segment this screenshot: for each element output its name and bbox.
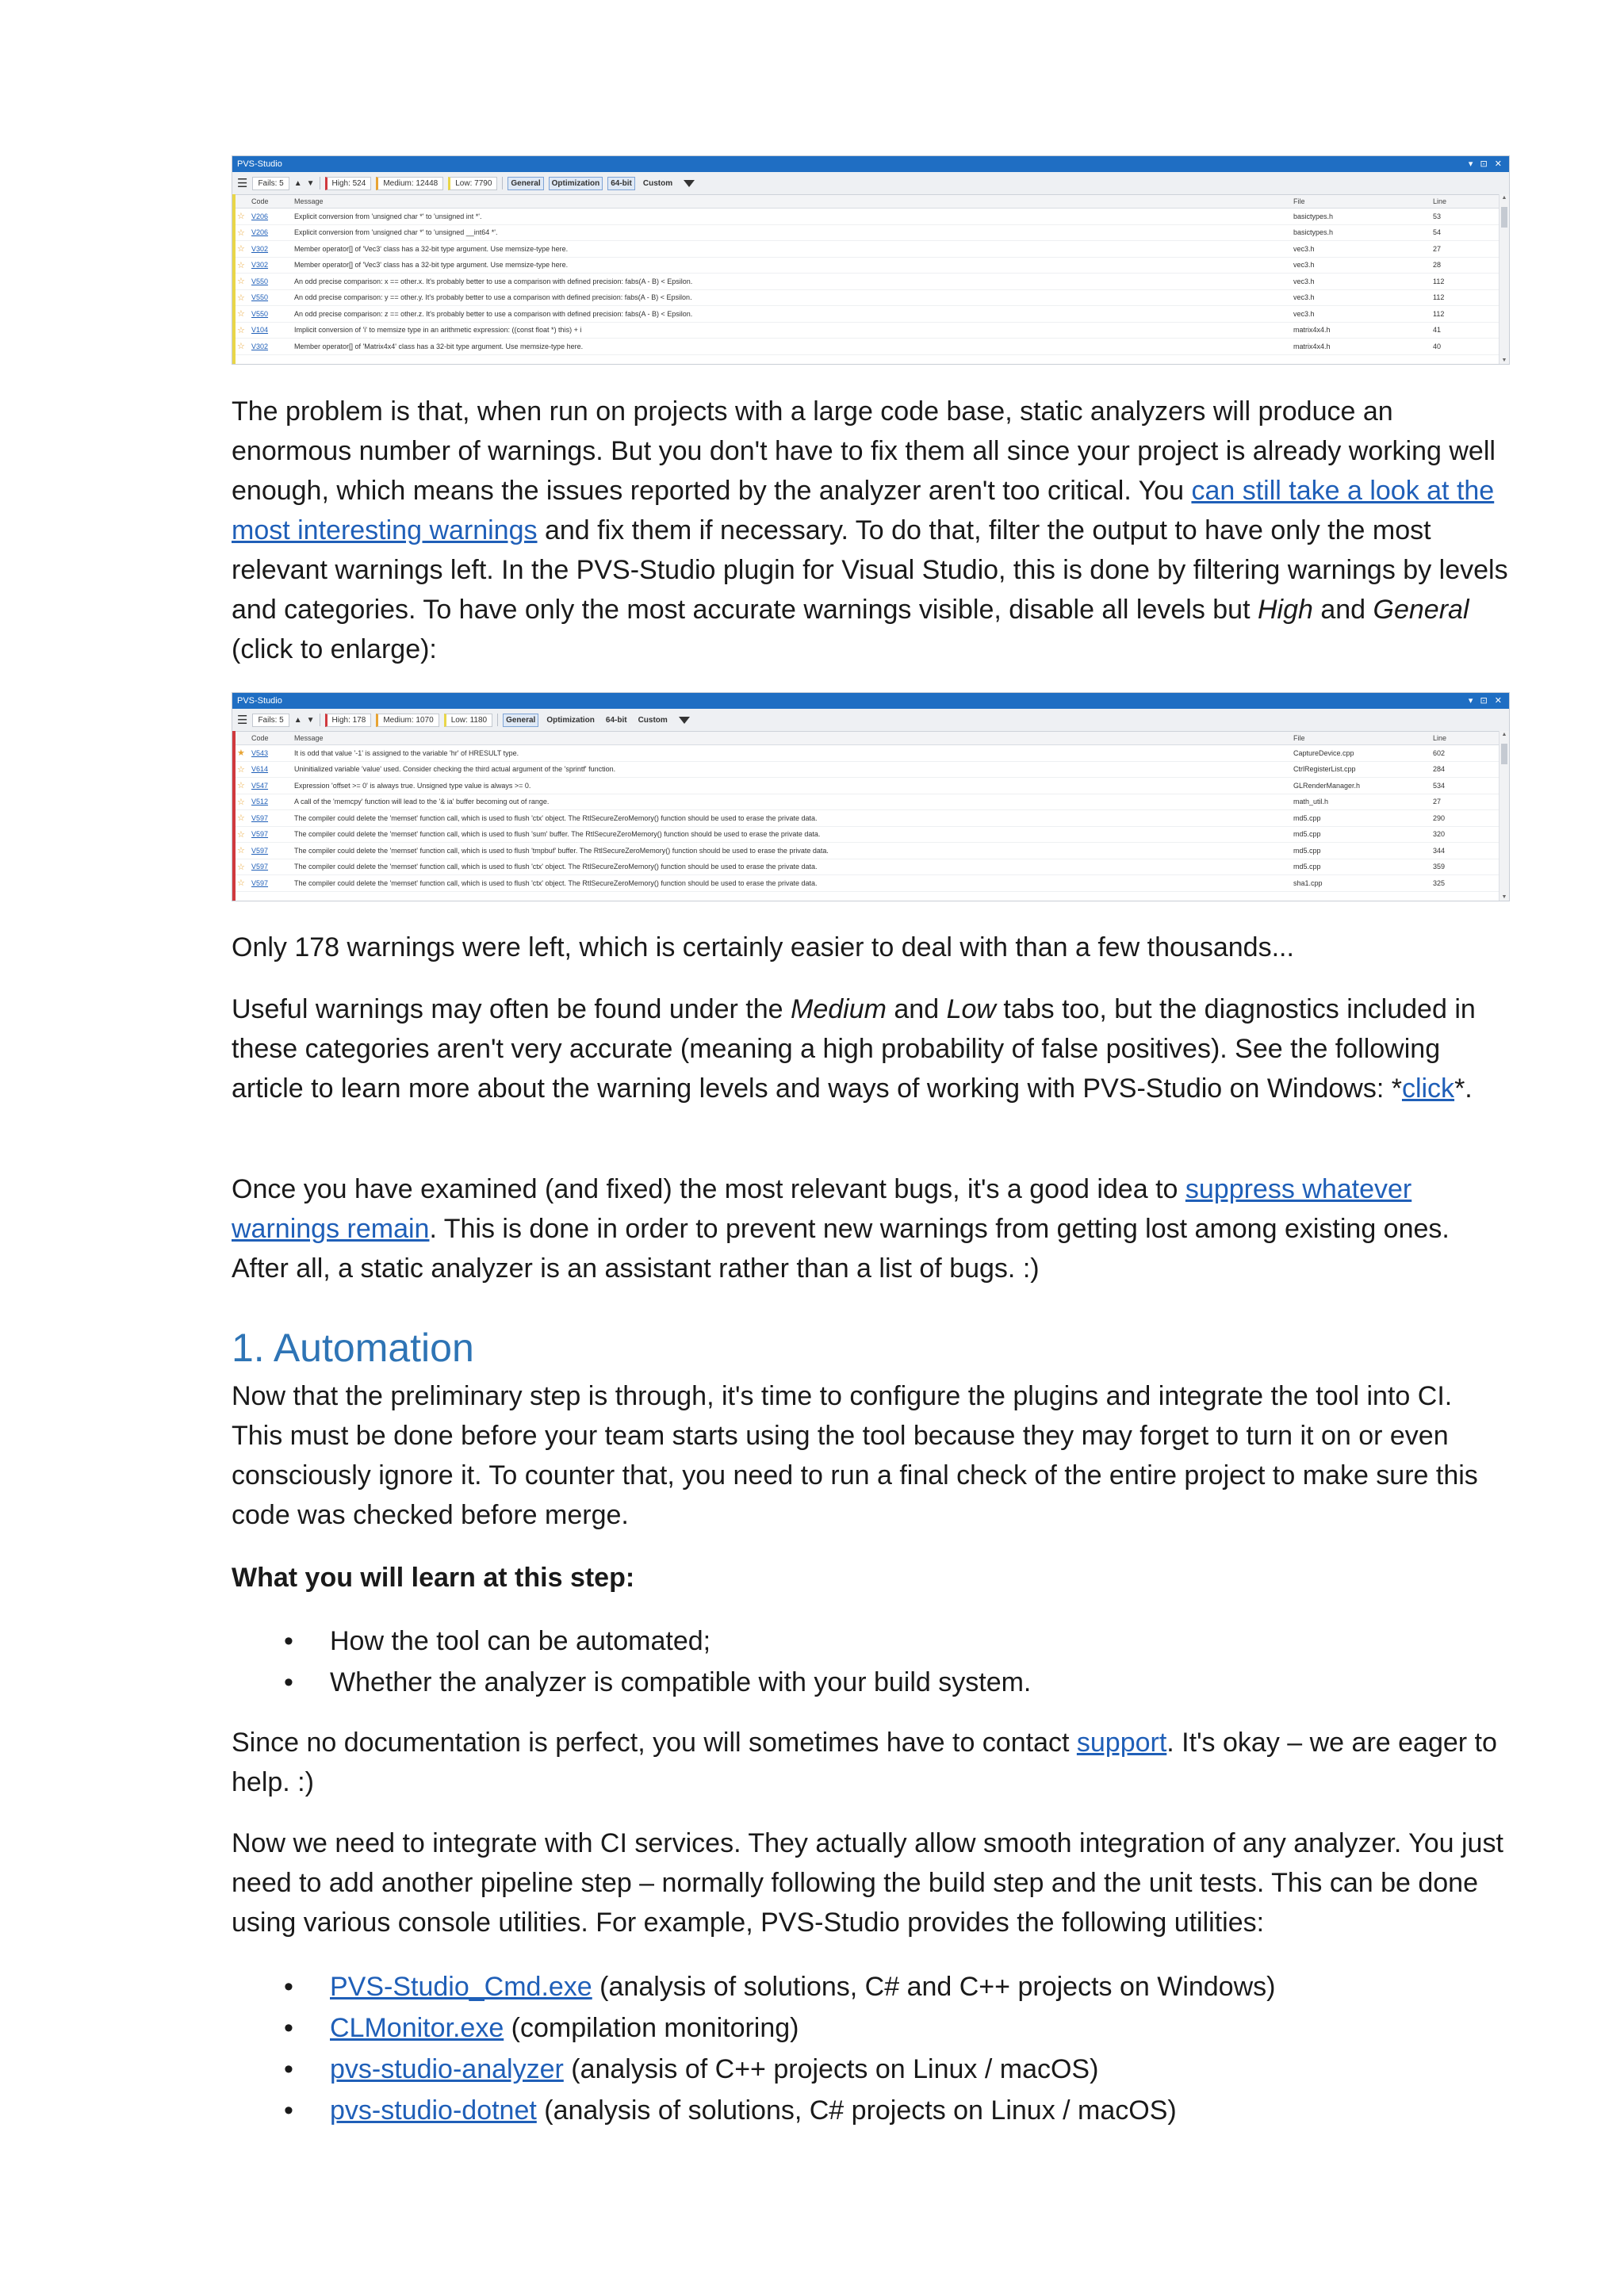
table-row[interactable] [232, 778, 1509, 794]
clmonitor-link[interactable]: CLMonitor.exe [330, 2013, 504, 2043]
warning-file: vec3.h [1290, 241, 1430, 258]
warning-code-link[interactable]: V104 [251, 326, 269, 335]
warning-message: Expression 'offset >= 0' is always true. Unsigned type value is always >= 0. [291, 778, 1290, 794]
table-row[interactable] [232, 859, 1509, 875]
scrollbar-thumb[interactable] [1501, 744, 1507, 764]
automation-paragraph: Now that the preliminary step is through, it's time to configure the plugins and integrate the tool into CI. This must be done before your team starts using the tool because they may forget to turn it on or even consciously ignore it. To counter that, you need to run a final check of the entire project to make sure this code was checked before merge. [232, 1381, 1478, 1530]
table-row[interactable] [232, 289, 1509, 306]
arrow-up-icon[interactable]: ▲ [293, 715, 302, 725]
scroll-down-icon[interactable]: ▼ [1501, 894, 1507, 900]
warning-line: 41 [1430, 322, 1509, 339]
low-level-filter[interactable]: Low: 7790 [448, 177, 497, 190]
warning-file: md5.cpp [1290, 843, 1430, 859]
pvs-studio-window-screenshot-1 [232, 155, 1510, 365]
pvs-studio-window-screenshot-2 [232, 692, 1510, 901]
pvs-studio-cmd-link[interactable]: PVS-Studio_Cmd.exe [330, 1972, 592, 2002]
list-item: • pvs-studio-dotnet (analysis of solutions, C# projects on Linux / macOS) [232, 2090, 1508, 2131]
warning-line: 344 [1430, 843, 1509, 859]
warning-line: 112 [1430, 289, 1509, 306]
table-row[interactable] [232, 794, 1509, 810]
toolbar-separator [502, 177, 503, 189]
support-link[interactable]: support [1076, 1728, 1167, 1758]
table-row[interactable] [232, 274, 1509, 290]
warning-line: 53 [1430, 209, 1509, 225]
list-item: • Whether the analyzer is compatible with your build system. [232, 1662, 1508, 1703]
section-heading: 1. Automation [232, 1326, 474, 1370]
warning-file: basictypes.h [1290, 209, 1430, 225]
warning-file: md5.cpp [1290, 826, 1430, 843]
warning-line: 112 [1430, 274, 1509, 290]
window-title: PVS-Studio [237, 696, 282, 706]
arrow-up-icon[interactable]: ▲ [293, 178, 302, 188]
column-header-file[interactable]: File [1290, 195, 1430, 209]
warning-message: An odd precise comparison: x == other.x. It's probably better to use a comparison with defined precision: fabs(A - B) < Epsilon. [291, 274, 1290, 290]
table-row[interactable] [232, 209, 1509, 225]
star-icon[interactable]: ☆ [232, 209, 248, 225]
star-icon[interactable]: ☆ [232, 875, 248, 892]
warning-message: The compiler could delete the 'memset' function call, which is used to flush 'ctx' object. The RtlSecureZeroMemory() function should be used to erase the private data. [291, 810, 1290, 827]
pvs-studio-analyzer-link[interactable]: pvs-studio-analyzer [330, 2054, 564, 2084]
list-item: • PVS-Studio_Cmd.exe (analysis of solutions, C# and C++ projects on Windows) [232, 1966, 1508, 2007]
warning-file: sha1.cpp [1290, 875, 1430, 892]
utilities-list [232, 1966, 1508, 2131]
medium-level-filter[interactable]: Medium: 1070 [376, 714, 439, 727]
output-toolbar [232, 709, 1509, 732]
warning-file: math_util.h [1290, 794, 1430, 810]
learn-list [232, 1621, 1508, 1703]
warning-line: 28 [1430, 257, 1509, 274]
warning-code-link[interactable]: V302 [251, 244, 269, 253]
warning-code-link[interactable]: V597 [251, 813, 269, 822]
warning-file: GLRenderManager.h [1290, 778, 1430, 794]
warning-code-link[interactable]: V614 [251, 765, 269, 774]
scroll-up-icon[interactable]: ▲ [1501, 195, 1507, 201]
star-icon[interactable]: ☆ [232, 241, 248, 258]
column-header-code[interactable]: Code [248, 732, 291, 745]
filter-funnel-icon[interactable] [684, 180, 695, 187]
toolbar-separator [497, 714, 498, 726]
table-header-row [232, 195, 1509, 209]
table-row[interactable] [232, 322, 1509, 339]
warning-file: matrix4x4.h [1290, 339, 1430, 355]
warning-code-link[interactable]: V550 [251, 309, 269, 318]
list-item: • CLMonitor.exe (compilation monitoring) [232, 2007, 1508, 2049]
table-row[interactable] [232, 810, 1509, 827]
warning-code-link[interactable]: V597 [251, 846, 269, 855]
warning-message: It is odd that value '-1' is assigned to the variable 'hr' of HRESULT type. [291, 745, 1290, 762]
warning-line: 284 [1430, 761, 1509, 778]
category-general[interactable]: General [508, 177, 543, 190]
high-level-filter[interactable]: High: 524 [325, 177, 372, 190]
warning-line: 602 [1430, 745, 1509, 762]
warning-line: 40 [1430, 339, 1509, 355]
warning-line: 112 [1430, 306, 1509, 323]
star-icon[interactable]: ☆ [232, 224, 248, 241]
window-title-bar [232, 156, 1509, 172]
warning-line: 290 [1430, 810, 1509, 827]
warning-message: The compiler could delete the 'memset' function call, which is used to flush 'sum' buffer. The RtlSecureZeroMemory() function should be used to erase the private data. [291, 826, 1290, 843]
warning-message: An odd precise comparison: y == other.y. It's probably better to use a comparison with defined precision: fabs(A - B) < Epsilon. [291, 289, 1290, 306]
window-controls[interactable]: ▾ ⊡ ✕ [1468, 696, 1504, 706]
category-custom[interactable]: Custom [638, 715, 668, 725]
column-header-message[interactable]: Message [291, 195, 1290, 209]
warning-message: The compiler could delete the 'memset' function call, which is used to flush 'tmpbuf' buffer. The RtlSecureZeroMemory() function should be used to erase the private data. [291, 843, 1290, 859]
warning-code-link[interactable]: V550 [251, 293, 269, 302]
table-row[interactable] [232, 745, 1509, 762]
warnings-table [232, 195, 1509, 355]
warning-levels-paragraph: Useful warnings may often be found under the Medium and Low tabs too, but the diagnostics included in these categories aren't very accurate (meaning a high probability of false positives). See the following article to learn more about the warning levels and ways of working with PVS-Studio on Windows: *click*. [232, 994, 1476, 1104]
vertical-scrollbar[interactable] [1499, 731, 1509, 901]
list-item: • pvs-studio-analyzer (analysis of C++ projects on Linux / macOS) [232, 2049, 1508, 2090]
table-row[interactable] [232, 306, 1509, 323]
scroll-down-icon[interactable]: ▼ [1501, 358, 1507, 363]
category-optimization[interactable]: Optimization [546, 715, 595, 725]
table-row[interactable] [232, 826, 1509, 843]
warning-line: 27 [1430, 794, 1509, 810]
warning-code-link[interactable]: V302 [251, 261, 269, 270]
warning-message: Implicit conversion of 'i' to memsize type in an arithmetic expression: ((const float *) this) + i [291, 322, 1290, 339]
window-controls[interactable]: ▾ ⊡ ✕ [1468, 159, 1504, 169]
column-header-line[interactable]: Line [1430, 195, 1509, 209]
filter-funnel-icon[interactable] [679, 717, 690, 724]
warning-message: Member operator[] of 'Matrix4x4' class has a 32-bit type argument. Use memsize-type here. [291, 339, 1290, 355]
warning-message: Member operator[] of 'Vec3' class has a 32-bit type argument. Use memsize-type here. [291, 257, 1290, 274]
warning-message: Uninitialized variable 'value' used. Consider checking the third actual argument of the 'sprintf' function. [291, 761, 1290, 778]
category-general[interactable]: General [503, 714, 538, 727]
table-header-row [232, 732, 1509, 745]
star-icon[interactable]: ☆ [232, 306, 248, 323]
warning-message: Explicit conversion from 'unsigned char *' to 'unsigned __int64 *'. [291, 224, 1290, 241]
warning-message: A call of the 'memcpy' function will lead to the '& ia' buffer becoming out of range. [291, 794, 1290, 810]
ci-paragraph: Now we need to integrate with CI services. They actually allow smooth integration of any analyzer. You just need to add another pipeline step – normally following the build step and the unit tests. This can be done using various console utilities. For example, PVS-Studio provides the following utilities: [232, 1828, 1503, 1938]
warning-message: The compiler could delete the 'memset' function call, which is used to flush 'ctx' object. The RtlSecureZeroMemory() function should be used to erase the private data. [291, 859, 1290, 875]
star-icon[interactable]: ☆ [232, 778, 248, 794]
column-header-file[interactable]: File [1290, 732, 1430, 745]
click-link[interactable]: click [1401, 1073, 1455, 1104]
warning-code-link[interactable]: V547 [251, 781, 269, 790]
level-gutter [232, 731, 236, 901]
category-64bit[interactable]: 64-bit [607, 177, 635, 190]
column-header-line[interactable]: Line [1430, 732, 1509, 745]
window-title: PVS-Studio [237, 159, 282, 169]
warnings-table [232, 732, 1509, 892]
warning-code-link[interactable]: V597 [251, 830, 269, 839]
intro-paragraph: The problem is that, when run on projects with a large code base, static analyzers will produce an enormous number of warnings. But you don't have to fix them all since your project is already working well enough, which means the issues reported by the analyzer aren't too critical. You can still take a look at the most interesting warnings and fix them if necessary. To do that, filter the output to have only the most relevant warnings left. In the PVS-Studio plugin for Visual Studio, this is done by filtering warnings by levels and categories. To have only the most accurate warnings visible, disable all levels but High and General (click to enlarge): [232, 396, 1508, 664]
warning-file: CtrlRegisterList.cpp [1290, 761, 1430, 778]
star-icon[interactable]: ☆ [232, 339, 248, 355]
warning-code-link[interactable]: V512 [251, 798, 269, 806]
warning-file: md5.cpp [1290, 859, 1430, 875]
table-row[interactable] [232, 224, 1509, 241]
star-icon[interactable]: ☆ [232, 843, 248, 859]
category-64bit[interactable]: 64-bit [605, 715, 627, 725]
fails-filter[interactable]: Fails: 5 [252, 177, 289, 190]
star-icon[interactable]: ☆ [232, 794, 248, 810]
list-item: • How the tool can be automated; [232, 1621, 1508, 1662]
warning-line: 27 [1430, 241, 1509, 258]
warning-code-link[interactable]: V597 [251, 863, 269, 871]
star-icon[interactable]: ☆ [232, 810, 248, 827]
warning-message: Member operator[] of 'Vec3' class has a 32-bit type argument. Use memsize-type here. [291, 241, 1290, 258]
star-icon[interactable]: ☆ [232, 761, 248, 778]
table-row[interactable] [232, 257, 1509, 274]
warning-line: 534 [1430, 778, 1509, 794]
table-row[interactable] [232, 339, 1509, 355]
output-toolbar [232, 172, 1509, 195]
star-icon[interactable]: ★ [232, 745, 248, 762]
warning-file: md5.cpp [1290, 810, 1430, 827]
warning-file: basictypes.h [1290, 224, 1430, 241]
warning-code-link[interactable]: V550 [251, 277, 269, 285]
category-custom[interactable]: Custom [642, 178, 673, 188]
window-title-bar [232, 693, 1509, 709]
remaining-warnings-paragraph: Only 178 warnings were left, which is certainly easier to deal with than a few thousands... [232, 932, 1294, 962]
scrollbar-thumb[interactable] [1501, 207, 1507, 228]
table-row[interactable] [232, 761, 1509, 778]
star-icon[interactable]: ☆ [232, 322, 248, 339]
menu-icon[interactable]: ☰ [237, 713, 248, 727]
vertical-scrollbar[interactable] [1499, 194, 1509, 364]
warning-line: 320 [1430, 826, 1509, 843]
table-row[interactable] [232, 875, 1509, 892]
arrow-down-icon[interactable]: ▼ [306, 178, 315, 188]
warning-code-link[interactable]: V206 [251, 212, 269, 220]
star-icon[interactable]: ☆ [232, 826, 248, 843]
star-icon[interactable]: ☆ [232, 274, 248, 290]
menu-icon[interactable]: ☰ [237, 176, 248, 190]
level-gutter [232, 194, 236, 364]
warning-line: 325 [1430, 875, 1509, 892]
warning-file: vec3.h [1290, 257, 1430, 274]
table-row[interactable] [232, 843, 1509, 859]
arrow-down-icon[interactable]: ▼ [306, 715, 315, 725]
warning-code-link[interactable]: V543 [251, 748, 269, 757]
fails-filter[interactable]: Fails: 5 [252, 714, 289, 727]
star-icon[interactable]: ☆ [232, 289, 248, 306]
suppress-warnings-link[interactable]: suppress whatever warnings remain [232, 1174, 1412, 1244]
pvs-studio-dotnet-link[interactable]: pvs-studio-dotnet [330, 2095, 537, 2126]
warning-message: An odd precise comparison: z == other.z. It's probably better to use a comparison with defined precision: fabs(A - B) < Epsilon. [291, 306, 1290, 323]
warning-line: 359 [1430, 859, 1509, 875]
warning-code-link[interactable]: V302 [251, 342, 269, 350]
interesting-warnings-link[interactable]: can still take a look at the most interesting warnings [232, 476, 1495, 545]
support-paragraph: Since no documentation is perfect, you will sometimes have to contact support. It's okay – we are eager to help. :) [232, 1728, 1497, 1797]
warning-code-link[interactable]: V206 [251, 228, 269, 237]
learn-title: What you will learn at this step: [232, 1563, 635, 1593]
high-level-filter[interactable]: High: 178 [325, 714, 372, 727]
warning-code-link[interactable]: V597 [251, 878, 269, 887]
category-optimization[interactable]: Optimization [549, 177, 603, 190]
column-header-code[interactable]: Code [248, 195, 291, 209]
warning-file: vec3.h [1290, 274, 1430, 290]
warning-line: 54 [1430, 224, 1509, 241]
warning-file: vec3.h [1290, 289, 1430, 306]
warning-message: The compiler could delete the 'memset' function call, which is used to flush 'ctx' object. The RtlSecureZeroMemory() function should be used to erase the private data. [291, 875, 1290, 892]
column-header-message[interactable]: Message [291, 732, 1290, 745]
medium-level-filter[interactable]: Medium: 12448 [376, 177, 443, 190]
star-icon[interactable]: ☆ [232, 257, 248, 274]
suppress-paragraph: Once you have examined (and fixed) the most relevant bugs, it's a good idea to suppress whatever warnings remain. This is done in order to prevent new warnings from getting lost among existing ones. After all, a static analyzer is an assistant rather than a list of bugs. :) [232, 1174, 1450, 1284]
star-icon[interactable]: ☆ [232, 859, 248, 875]
warning-file: CaptureDevice.cpp [1290, 745, 1430, 762]
warning-file: matrix4x4.h [1290, 322, 1430, 339]
warning-file: vec3.h [1290, 306, 1430, 323]
table-row[interactable] [232, 241, 1509, 258]
warning-message: Explicit conversion from 'unsigned char *' to 'unsigned int *'. [291, 209, 1290, 225]
scroll-up-icon[interactable]: ▲ [1501, 732, 1507, 737]
low-level-filter[interactable]: Low: 1180 [444, 714, 492, 727]
